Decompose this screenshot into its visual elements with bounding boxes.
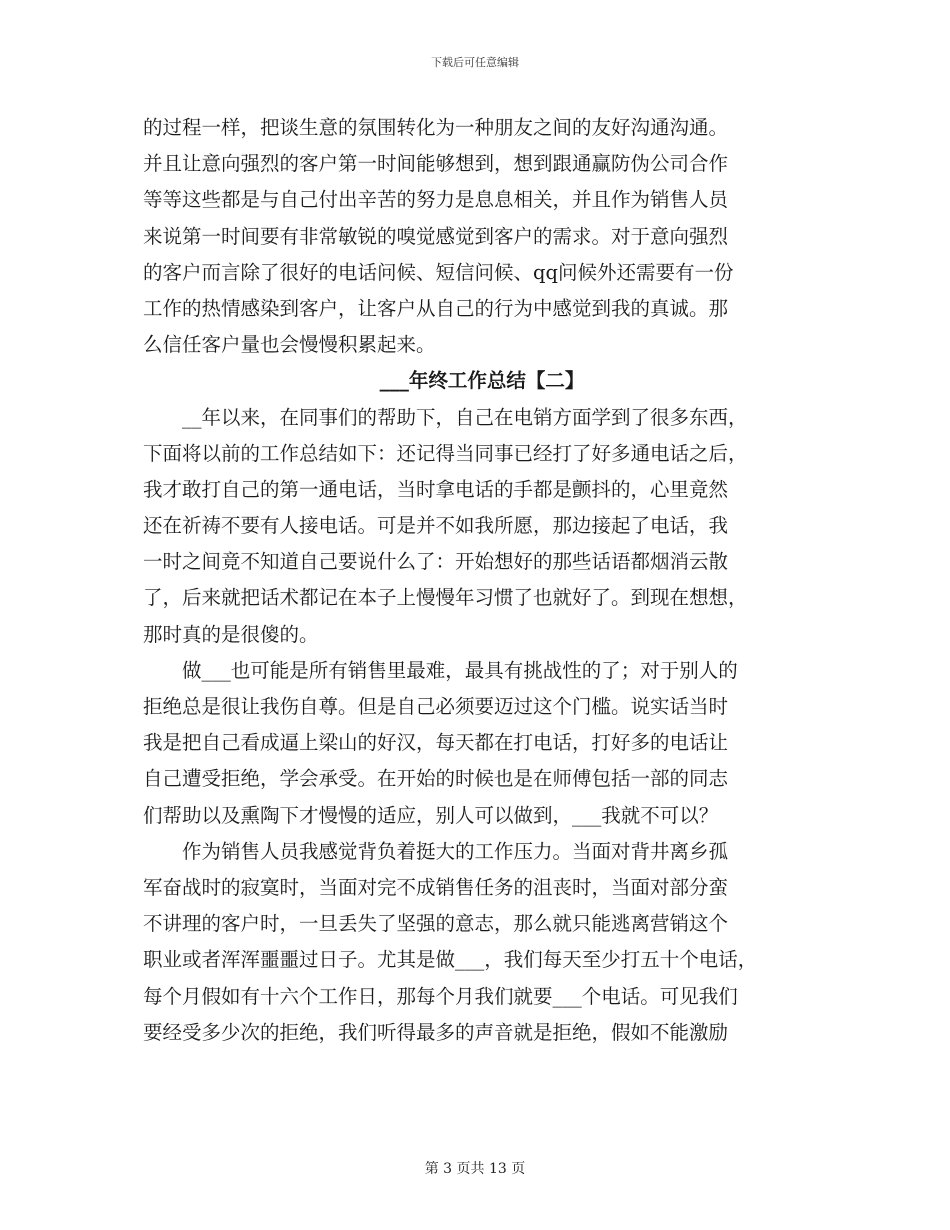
text-line: 一时之间竟不知道自己要说什么了：开始想好的那些话语都烟消云散 — [143, 550, 729, 574]
text-line: 下面将以前的工作总结如下：还记得当同事已经打了好多通电话之后， — [143, 441, 748, 465]
text-line: 作为销售人员我感觉背负着挺大的工作压力。当面对背井离乡孤 — [182, 839, 729, 863]
page-header-note: 下载后可任意编辑 — [431, 56, 519, 69]
text-line: 拒绝总是很让我伤自尊。但是自己必须要迈过这个门槛。说实话当时 — [143, 695, 729, 718]
text-line: 自己遭受拒绝，学会承受。在开始的时候也是在师傅包括一部的同志 — [143, 767, 729, 791]
text-line: 不讲理的客户时，一旦丢失了坚强的意志，那么就只能逃离营销这个 — [143, 912, 729, 936]
text-line: 么信任客户量也会慢慢积累起来。 — [143, 333, 436, 357]
text-line: 的过程一样，把谈生意的氛围转化为一种朋友之间的友好沟通沟通。 — [143, 116, 729, 139]
text-line: 那时真的是很傻的。 — [143, 622, 319, 646]
text-line: 军奋战时的寂寞时，当面对完不成销售任务的沮丧时，当面对部分蛮 — [143, 875, 729, 899]
text-line: 了，后来就把话术都记在本子上慢慢年习惯了也就好了。到现在想想， — [143, 586, 748, 610]
text-line: 并且让意向强烈的客户第一时间能够想到，想到跟通赢防伪公司合作 — [143, 152, 729, 176]
text-line: 职业或者浑浑噩噩过日子。尤其是做___，我们每天至少打五十个电话， — [143, 948, 758, 972]
text-line: 来说第一时间要有非常敏锐的嗅觉感觉到客户的需求。对于意向强烈 — [143, 224, 729, 248]
text-line: 工作的热情感染到客户，让客户从自己的行为中感觉到我的真诚。那 — [143, 296, 729, 320]
text-line: 我是把自己看成逼上梁山的好汉，每天都在打电话，打好多的电话让 — [143, 731, 729, 755]
page-number: 第 3 页共 13 页 — [424, 1161, 526, 1177]
section-heading: ___年终工作总结【二】 — [379, 369, 585, 393]
text-line: __年以来，在同事们的帮助下，自己在电销方面学到了很多东西， — [182, 405, 748, 429]
text-line: 每个月假如有十六个工作日，那每个月我们就要___个电话。可见我们 — [143, 984, 738, 1008]
text-line: 要经受多少次的拒绝，我们听得最多的声音就是拒绝，假如不能激励 — [143, 1020, 729, 1044]
text-line: 我才敢打自己的第一通电话，当时拿电话的手都是颤抖的，心里竟然 — [143, 477, 729, 501]
text-line: 的客户而言除了很好的电话问候、短信问候、qq问候外还需要有一份 — [143, 260, 734, 284]
document-body — [143, 114, 811, 1055]
text-line: 等等这些都是与自己付出辛苦的努力是息息相关，并且作为销售人员 — [143, 188, 729, 212]
text-line: 们帮助以及熏陶下才慢慢的适应，别人可以做到，___我就不可以？ — [143, 803, 719, 827]
text-line: 还在祈祷不要有人接电话。可是并不如我所愿，那边接起了电话，我 — [143, 514, 729, 538]
text-line: 做___也可能是所有销售里最难，最具有挑战性的了；对于别人的 — [182, 658, 738, 682]
